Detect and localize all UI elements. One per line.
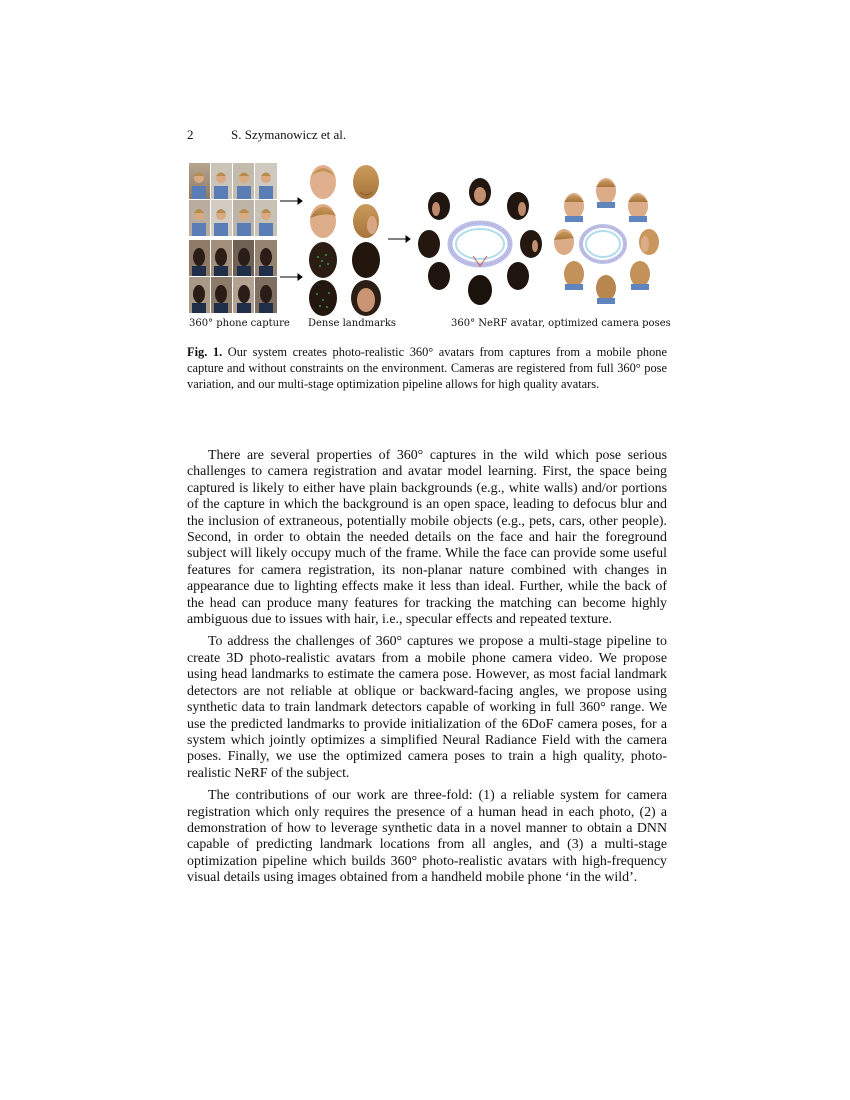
landmark-head-b-back: [352, 242, 380, 278]
capture-photos-subject-a: [189, 163, 277, 236]
running-head-authors: S. Szymanowicz et al.: [231, 127, 347, 142]
landmark-head-b-back-2: [309, 280, 337, 316]
landmark-head-b-side: [309, 242, 337, 278]
landmark-head-a-side: [310, 204, 336, 238]
avatar-blonde-upper-left: [564, 193, 584, 222]
avatar-dark-left: [418, 230, 440, 258]
body-paragraph-1: There are several properties of 360° captures in the wild which pose serious challenges to camera registration and avatar model learning. First, the space being captured is likely to either have plain backgrounds (e.g., white walls) and/or portions of the capture in which the background is an open space, leading to defocus blur and the inclusion of extraneous, potentially mobile objects (e.g., pets, cars, other people). Second, in order to obtain the needed details on the face and hair the foreground subject will likely occupy much of the frame. While the face can provide some useful features for camera registration, its non-planar nature combined with changes in appearance due to lighting effects make it less than ideal. Further, while the back of the head can produce many features for tracking the matching can become highly ambiguous due to issues with hair, i.e., specular effects and repeated texture.: [187, 448, 667, 628]
avatar-blonde-left: [554, 229, 574, 255]
figure-caption-text: Our system creates photo-realistic 360° avatars from captures from a mobile phone capture and without constraints on the environment. Cameras are registered from full 360° pose variation, and our multi-stage optimization pipeline allows for high quality avatars.: [187, 345, 667, 392]
avatar-dark-lower-left: [428, 262, 450, 290]
landmark-head-a-front: [310, 165, 336, 199]
landmark-head-a-back-side: [353, 204, 379, 238]
landmark-head-a-back: [353, 165, 379, 199]
capture-photos-subject-b: [189, 240, 277, 313]
arrow-landmarks-to-avatar: [388, 236, 410, 242]
page-number: 2: [187, 127, 194, 142]
figure-1: [188, 160, 671, 340]
avatar-dark-lower-right: [507, 262, 529, 290]
figure-1-illustration: [188, 160, 664, 318]
avatar-dark-right: [520, 230, 542, 258]
capture-photo-grid: [189, 163, 277, 313]
body-paragraph-2: To address the challenges of 360° captures we propose a multi-stage pipeline to create 3D photo-realistic avatars from a mobile phone camera video. We propose using head landmarks to estimate the camera pose. However, as most facial landmark detectors are not reliable at oblique or backward-facing angles, we propose using synthetic data to train landmark detectors capable of working in full 360° range. We use the predicted landmarks to provide initialization of the 6DoF camera poses, for a system which jointly optimizes a simplified Neural Radiance Field with the camera poses. Finally, we use the optimized camera poses to train a high quality, photo-realistic NeRF of the subject.: [187, 634, 667, 781]
running-head: [187, 127, 346, 143]
figure-caption: [187, 344, 667, 393]
camera-pose-ring-b: [581, 226, 625, 262]
avatar-dark-upper-right: [507, 192, 529, 220]
figure-label-avatar: 360° NeRF avatar, optimized camera poses: [451, 318, 671, 329]
figure-caption-label: Fig. 1.: [187, 345, 223, 359]
avatar-blonde-lower-right: [630, 261, 650, 290]
camera-pose-ring-a: [450, 223, 510, 266]
avatar-dark-bottom: [468, 275, 492, 305]
arrows-capture-to-landmarks: [280, 198, 302, 280]
body-text: [187, 448, 667, 893]
avatar-blonde-bottom: [596, 275, 616, 304]
avatar-blonde-top: [596, 178, 616, 208]
figure-label-landmarks: Dense landmarks: [308, 318, 397, 329]
nerf-avatar-ring-blonde: [554, 178, 659, 304]
avatar-blonde-right: [639, 229, 659, 255]
dense-landmark-heads: [309, 165, 381, 316]
avatar-blonde-upper-right: [628, 193, 648, 222]
figure-label-capture: 360° phone capture: [189, 318, 290, 329]
body-paragraph-3: The contributions of our work are three-fold: (1) a reliable system for camera registration which only requires the presence of a human head in each photo, (2) a demonstration of how to leverage synthetic data in a novel manner to obtain a DNN capable of predicting landmark locations from all angles, and (3) a multi-stage optimization pipeline which builds 360° photo-realistic avatars with high-frequency visual details using images obtained from a handheld mobile phone ‘in the wild’.: [187, 788, 667, 886]
avatar-dark-top: [469, 178, 491, 206]
avatar-blonde-lower-left: [564, 261, 584, 290]
nerf-avatar-ring-dark-hair: [418, 178, 542, 305]
avatar-dark-upper-left: [428, 192, 450, 220]
landmark-head-b-front: [351, 280, 381, 316]
